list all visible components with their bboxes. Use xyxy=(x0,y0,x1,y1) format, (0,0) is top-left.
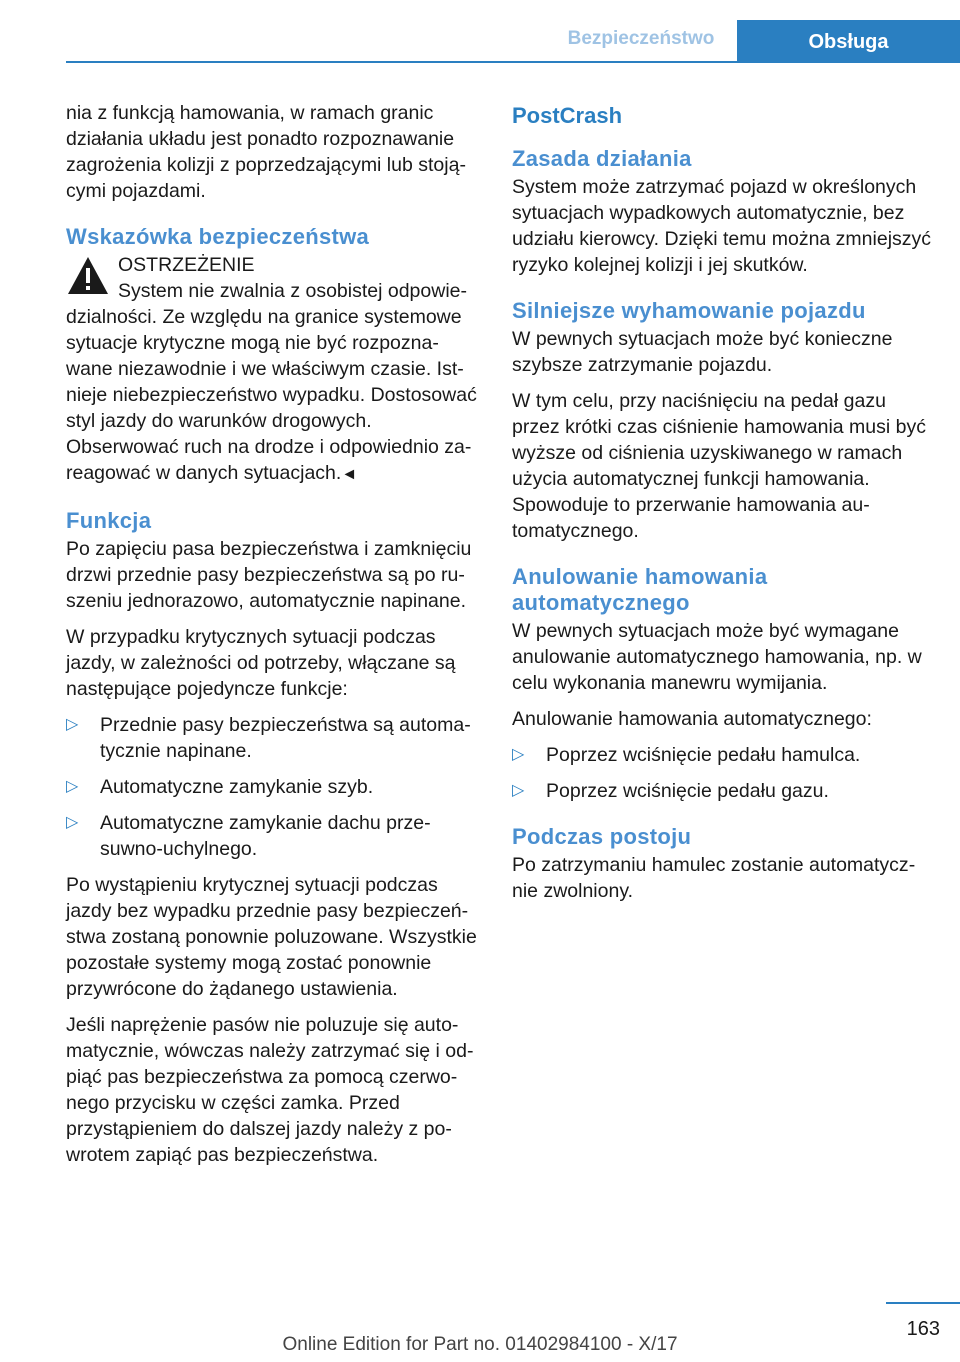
warning-label: OSTRZEŻENIE xyxy=(118,254,255,276)
triangle-right-icon: ▷ xyxy=(66,716,79,733)
function-heading: Funkcja xyxy=(66,508,152,533)
list-item-text: Automatyczne zamykanie szyb. xyxy=(100,776,374,798)
list-item-text: Poprzez wciśnięcie pedału gazu. xyxy=(546,780,829,802)
postcrash-title: PostCrash xyxy=(512,103,623,128)
warning-body: System nie zwalnia z osobistej odpowiedzialności. Ze względu na granice systemowe sytuacje krytyczne mogą nie być rozpoznawane niezawodnie i we właściwym czasie. Istnieje niebezpieczeństwo wypadku. Dostosować styl jazdy do warunków drogowych. Obserwować ruch na drodze i odpowiednio zareagować w danych sytuacjach. xyxy=(66,280,477,484)
standstill-heading: Podczas postoju xyxy=(512,824,692,849)
warning-block xyxy=(66,252,478,488)
page-number-rule xyxy=(886,1302,960,1304)
list-item-text: Poprzez wciśnięcie pedału hamulca. xyxy=(546,744,861,766)
left-column xyxy=(66,100,478,1178)
list-item xyxy=(512,742,932,768)
function-paragraph-4: Jeśli naprężenie pasów nie poluzuje się automatycznie, wówczas należy zatrzymać się i odpiąć pas bezpieczeństwa za pomocą czerwonego przycisku w części zamka. Przed przystąpieniem do dalszej jazdy należy z powrotem zapiąć pas bezpieczeństwa. xyxy=(66,1014,474,1166)
warning-triangle-icon xyxy=(66,254,110,298)
triangle-right-icon: ▷ xyxy=(66,814,79,831)
list-item xyxy=(512,778,932,804)
function-paragraph-3: Po wystąpieniu krytycznej sytuacji podczas jazdy bez wypadku przednie pasy bezpieczeństwa zostaną ponownie poluzowane. Wszystkie pozostałe systemy mogą zostać ponownie przywrócone do żądanego ustawienia. xyxy=(66,874,477,1000)
braking-paragraph-1: W pewnych sytuacjach może być konieczne szybsze zatrzymanie pojazdu. xyxy=(512,328,893,376)
function-list xyxy=(66,712,478,862)
function-paragraph-1: Po zapięciu pasa bezpieczeństwa i zamknięciu drzwi przednie pasy bezpieczeństwa są po ruszeniu jednorazowo, automatycznie napinane. xyxy=(66,538,472,612)
header-chapter-tab[interactable]: Obsługa xyxy=(737,20,960,62)
right-column xyxy=(512,100,932,914)
triangle-right-icon: ▷ xyxy=(512,782,525,799)
cancel-paragraph-1: W pewnych sytuacjach może być wymagane anulowanie automatycznego hamowania, np. w celu wykonania manewru wymijania. xyxy=(512,620,922,694)
list-item xyxy=(66,774,478,800)
function-paragraph-2: W przypadku krytycznych sytuacji podczas jazdy, w zależności od potrzeby, włączane są następujące pojedyncze funkcje: xyxy=(66,626,456,700)
list-item xyxy=(66,712,478,764)
list-item-text: Przednie pasy bezpieczeństwa są automatycznie napinane. xyxy=(100,714,471,762)
header-section-tab[interactable]: Bezpieczeństwo xyxy=(567,28,715,49)
standstill-paragraph: Po zatrzymaniu hamulec zostanie automatycznie zwolniony. xyxy=(512,854,916,902)
cancel-paragraph-2: Anulowanie hamowania automatycznego: xyxy=(512,708,872,730)
cancel-heading: Anulowanie hamowania automatycznego xyxy=(512,564,768,615)
cancel-list xyxy=(512,742,932,804)
edition-footer: Online Edition for Part no. 01402984100 - X/17 xyxy=(282,1334,678,1355)
braking-paragraph-2: W tym celu, przy naciśnięciu na pedał gazu przez krótki czas ciśnienie hamowania musi być wyższe od ciśnienia uzyskiwanego w ramach użycia automatycznej funkcji hamowania. Spowoduje to przerwanie hamowania automatycznego. xyxy=(512,390,926,542)
braking-heading: Silniejsze wyhamowanie pojazdu xyxy=(512,298,866,323)
triangle-right-icon: ▷ xyxy=(66,778,79,795)
list-item-text: Automatyczne zamykanie dachu przesuwno-uchylnego. xyxy=(100,812,431,860)
intro-paragraph: nia z funkcją hamowania, w ramach granic działania układu jest ponadto rozpoznawanie zagrożenia kolizji z poprzedzającymi lub stojącymi pojazdami. xyxy=(66,102,466,202)
end-mark-icon: ◄ xyxy=(341,466,358,483)
principle-heading: Zasada działania xyxy=(512,146,692,171)
list-item xyxy=(66,810,478,862)
triangle-right-icon: ▷ xyxy=(512,746,525,763)
page-number: 163 xyxy=(906,1318,940,1340)
safety-heading: Wskazówka bezpieczeństwa xyxy=(66,224,370,249)
principle-paragraph: System może zatrzymać pojazd w określonych sytuacjach wypadkowych automatycznie, bez udziału kierowcy. Dzięki temu można zmniejszyć ryzyko kolejnej kolizji i jej skutków. xyxy=(512,176,932,276)
warning-text xyxy=(66,278,478,488)
